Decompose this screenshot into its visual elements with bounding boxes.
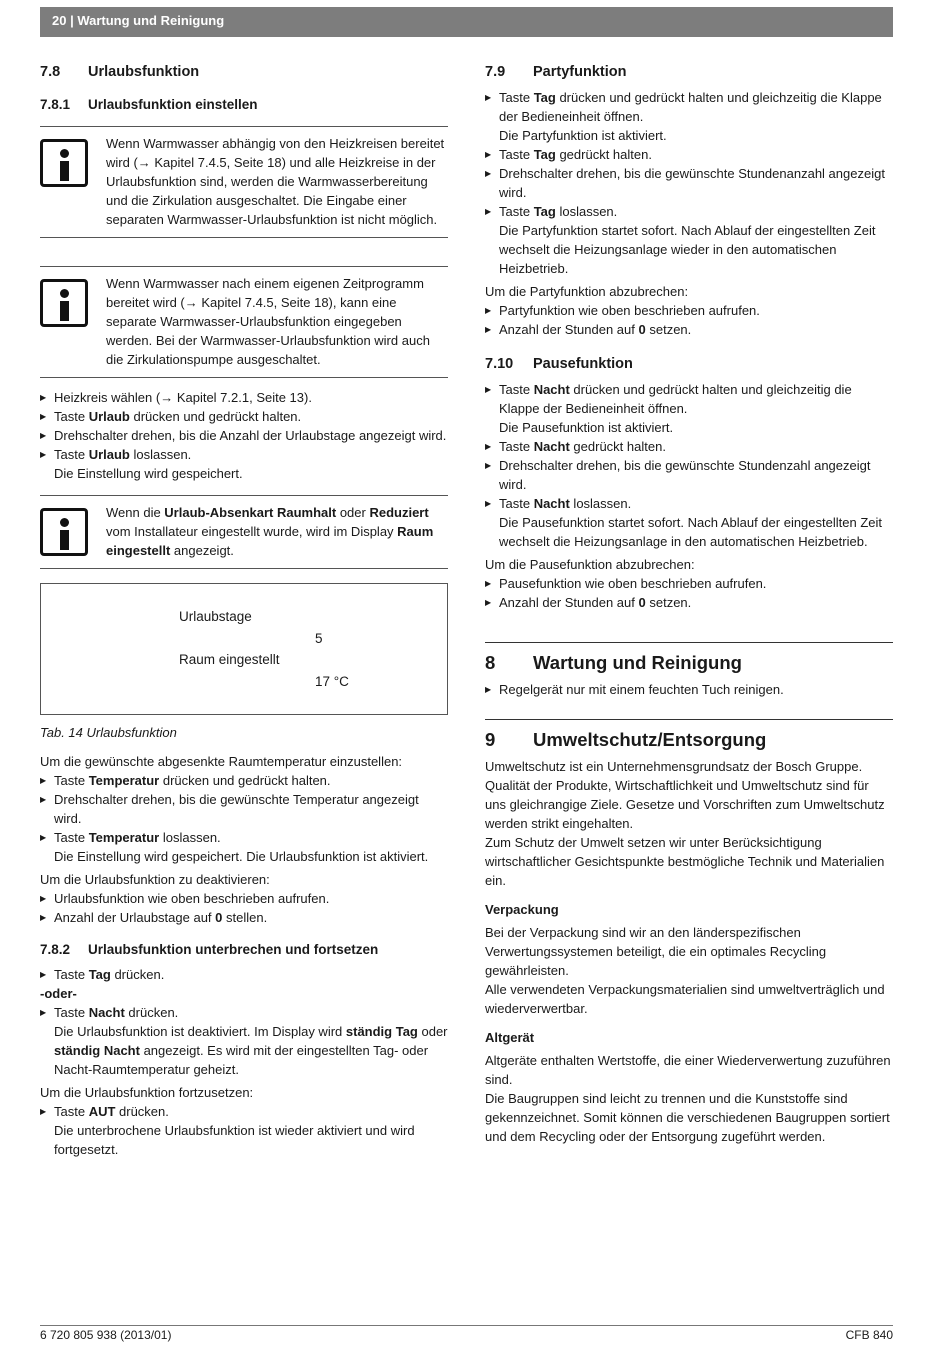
- section-number: 7.8.1: [40, 97, 71, 112]
- footer-divider: [40, 1325, 893, 1326]
- info-note-1: [40, 126, 448, 238]
- list-item: ▶ Taste Urlaub loslassen. Die Einstellung wird gespeichert.: [40, 445, 448, 483]
- section-9-heading: [485, 719, 893, 749]
- list-item: ▶ Taste Nacht gedrückt halten.: [485, 437, 893, 456]
- list-item: ▶ Taste Nacht drücken. Die Urlaubsfunktion ist deaktiviert. Im Display wird ständig Tag oder ständig Nacht angezeigt. Es wird mit der eingestellten Tag- oder Nacht-Raumtemperatur geheizt.: [40, 1003, 448, 1079]
- footer-product-name: CFB 840: [845, 1328, 893, 1342]
- list-item: ▶ Taste Temperatur drücken und gedrückt halten.: [40, 771, 448, 790]
- steps-list: [40, 771, 448, 866]
- info-note-3: [40, 495, 448, 569]
- section-title: Pausefunktion: [533, 356, 633, 372]
- steps-list: [40, 1003, 448, 1079]
- steps-list: [485, 380, 893, 551]
- list-item: ▶ Taste Tag drücken.: [40, 965, 448, 984]
- info-icon: [40, 279, 88, 327]
- list-item: ▶ Anzahl der Stunden auf 0 setzen.: [485, 320, 893, 339]
- section-number: 7.8.2: [40, 942, 71, 957]
- steps-list: [485, 680, 893, 699]
- intro-text: Um die gewünschte abgesenkte Raumtemperatur einzustellen:: [40, 754, 403, 769]
- paragraph: Zum Schutz der Umwelt setzen wir unter Berücksichtigung wirtschaftlicher Gesichtspunkte bestmögliche Technik und Materialien ein.: [485, 835, 885, 888]
- header-title: 20 | Wartung und Reinigung: [52, 13, 225, 28]
- note-text: Wenn Warmwasser nach einem eigenen Zeitprogramm bereitet wird (→ Kapitel 7.4.5, Seite 18), kann eine separate Warmwasser-Urlaubsfunktion eingegeben werden. Bei der Warmwasser-Urlaubsfunktion wird auch die Zirkulationspumpe ausgeschaltet.: [106, 276, 430, 367]
- list-item: ▶ Taste Tag drücken und gedrückt halten und gleichzeitig die Klappe der Bedieneinheit öffnen. Die Partyfunktion ist aktiviert.: [485, 88, 893, 145]
- list-item: ▶ Urlaubsfunktion wie oben beschrieben aufrufen.: [40, 889, 448, 908]
- display-label-urlaubstage: Urlaubstage: [179, 609, 252, 624]
- list-item: ▶ Taste Nacht loslassen. Die Pausefunktion startet sofort. Nach Ablauf der eingestellten Zeit wechselt die Heizungsanlage in den automatischen Heizbetrieb.: [485, 494, 893, 551]
- list-item: ▶ Drehschalter drehen, bis die Anzahl der Urlaubstage angezeigt wird.: [40, 426, 448, 445]
- oder-label: -oder-: [40, 986, 77, 1001]
- list-item: ▶ Regelgerät nur mit einem feuchten Tuch reinigen.: [485, 680, 893, 699]
- steps-list: [40, 1102, 448, 1159]
- intro-text: Um die Pausefunktion abzubrechen:: [485, 557, 695, 572]
- section-7-10-heading: [485, 355, 893, 374]
- steps-list: [40, 889, 448, 927]
- list-item: ▶ Anzahl der Urlaubstage auf 0 stellen.: [40, 908, 448, 927]
- paragraph: Bei der Verpackung sind wir an den länderspezifischen Verwertungssystemen beteiligt, die ein optimales Recycling gewährleisten.: [485, 925, 827, 978]
- section-number: 7.9: [485, 64, 506, 80]
- steps-list: [40, 965, 448, 984]
- section-number: 7.10: [485, 356, 514, 372]
- list-item: ▶ Taste Tag loslassen. Die Partyfunktion startet sofort. Nach Ablauf der eingestellten Zeit wechselt die Heizungsanlage wieder in den automatischen Heizbetrieb.: [485, 202, 893, 278]
- right-column: [485, 63, 893, 1146]
- list-item: ▶ Drehschalter drehen, bis die gewünschte Temperatur angezeigt wird.: [40, 790, 448, 828]
- steps-list: [485, 301, 893, 339]
- paragraph: Umweltschutz ist ein Unternehmensgrundsatz der Bosch Gruppe. Qualität der Produkte, Wirtschaftlichkeit und Umweltschutz sind für uns gleichrangige Ziele. Gesetze und Vorschriften zum Umweltschutz werden strikt eingehalten.: [485, 759, 885, 831]
- section-7-9-heading: [485, 63, 893, 82]
- note-text: Wenn die Urlaub-Absenkart Raumhalt oder Reduziert vom Installateur eingestellt wurde, wird im Display Raum eingestellt angezeigt.: [106, 505, 434, 558]
- table-caption: Tab. 14 Urlaubsfunktion: [40, 725, 177, 740]
- list-item: ▶ Taste Tag gedrückt halten.: [485, 145, 893, 164]
- footer-document-number: 6 720 805 938 (2013/01): [40, 1328, 172, 1342]
- subheading-altgeraet: Altgerät: [485, 1030, 535, 1045]
- paragraph: Die Baugruppen sind leicht zu trennen und die Kunststoffe sind gekennzeichnet. Somit können die verschiedenen Baugruppen sortiert und dem Recycling oder der Entsorgung zugeführt werden.: [485, 1091, 890, 1144]
- intro-text: Um die Urlaubsfunktion fortzusetzen:: [40, 1085, 254, 1100]
- list-item: ▶ Partyfunktion wie oben beschrieben aufrufen.: [485, 301, 893, 320]
- subheading-verpackung: Verpackung: [485, 902, 559, 917]
- section-7-8-1-heading: [40, 95, 448, 114]
- display-value-urlaubstage: 5: [315, 631, 323, 646]
- paragraph: Alle verwendeten Verpackungsmaterialien sind umweltverträglich und wiederverwertbar.: [485, 982, 885, 1016]
- intro-text: Um die Partyfunktion abzubrechen:: [485, 284, 689, 299]
- left-column: [40, 63, 448, 1159]
- section-title: Urlaubsfunktion unterbrechen und fortsetzen: [88, 942, 379, 957]
- list-item: ▶ Taste Nacht drücken und gedrückt halten und gleichzeitig die Klappe der Bedieneinheit öffnen. Die Pausefunktion ist aktiviert.: [485, 380, 893, 437]
- section-number: 9: [485, 729, 496, 750]
- list-item: ▶ Taste AUT drücken. Die unterbrochene Urlaubsfunktion ist wieder aktiviert und wird fortgesetzt.: [40, 1102, 448, 1159]
- section-title: Urlaubsfunktion einstellen: [88, 97, 258, 112]
- section-7-8-heading: [40, 63, 448, 82]
- steps-list: [485, 574, 893, 612]
- info-icon: [40, 508, 88, 556]
- list-item: ▶ Anzahl der Stunden auf 0 setzen.: [485, 593, 893, 612]
- section-title: Partyfunktion: [533, 64, 627, 80]
- list-item: ▶ Taste Temperatur loslassen. Die Einstellung wird gespeichert. Die Urlaubsfunktion ist aktiviert.: [40, 828, 448, 866]
- list-item: ▶ Drehschalter drehen, bis die gewünschte Stundenzahl angezeigt wird.: [485, 456, 893, 494]
- display-figure: [40, 583, 448, 715]
- list-item: ▶ Heizkreis wählen (→ Kapitel 7.2.1, Seite 13).: [40, 388, 448, 407]
- steps-list: [485, 88, 893, 278]
- list-item: ▶ Pausefunktion wie oben beschrieben aufrufen.: [485, 574, 893, 593]
- note-text: Wenn Warmwasser abhängig von den Heizkreisen bereitet wird (→ Kapitel 7.4.5, Seite 18) und alle Heizkreise in der Urlaubsfunktion sind, werden die Warmwasserbereitung und die Zirkulation ausgeschaltet. Die Eingabe einer separaten Warmwasser-Urlaubsfunktion ist nicht möglich.: [106, 136, 445, 227]
- display-value-temperatur: 17 °C: [315, 674, 349, 689]
- section-number: 7.8: [40, 64, 61, 80]
- paragraph: Altgeräte enthalten Wertstoffe, die einer Wiederverwertung zuzuführen sind.: [485, 1053, 891, 1087]
- steps-list: [40, 388, 448, 483]
- display-label-raum: Raum eingestellt: [179, 652, 280, 667]
- info-note-2: [40, 266, 448, 378]
- section-8-heading: [485, 642, 893, 672]
- intro-text: Um die Urlaubsfunktion zu deaktivieren:: [40, 872, 270, 887]
- list-item: ▶ Drehschalter drehen, bis die gewünschte Stundenanzahl angezeigt wird.: [485, 164, 893, 202]
- section-7-8-2-heading: [40, 940, 448, 959]
- page-header: [40, 7, 893, 37]
- section-title: Urlaubsfunktion: [88, 64, 200, 80]
- section-number: 8: [485, 652, 496, 673]
- list-item: ▶ Taste Urlaub drücken und gedrückt halten.: [40, 407, 448, 426]
- section-title: Umweltschutz/Entsorgung: [533, 729, 767, 750]
- section-title: Wartung und Reinigung: [533, 652, 742, 673]
- info-icon: [40, 139, 88, 187]
